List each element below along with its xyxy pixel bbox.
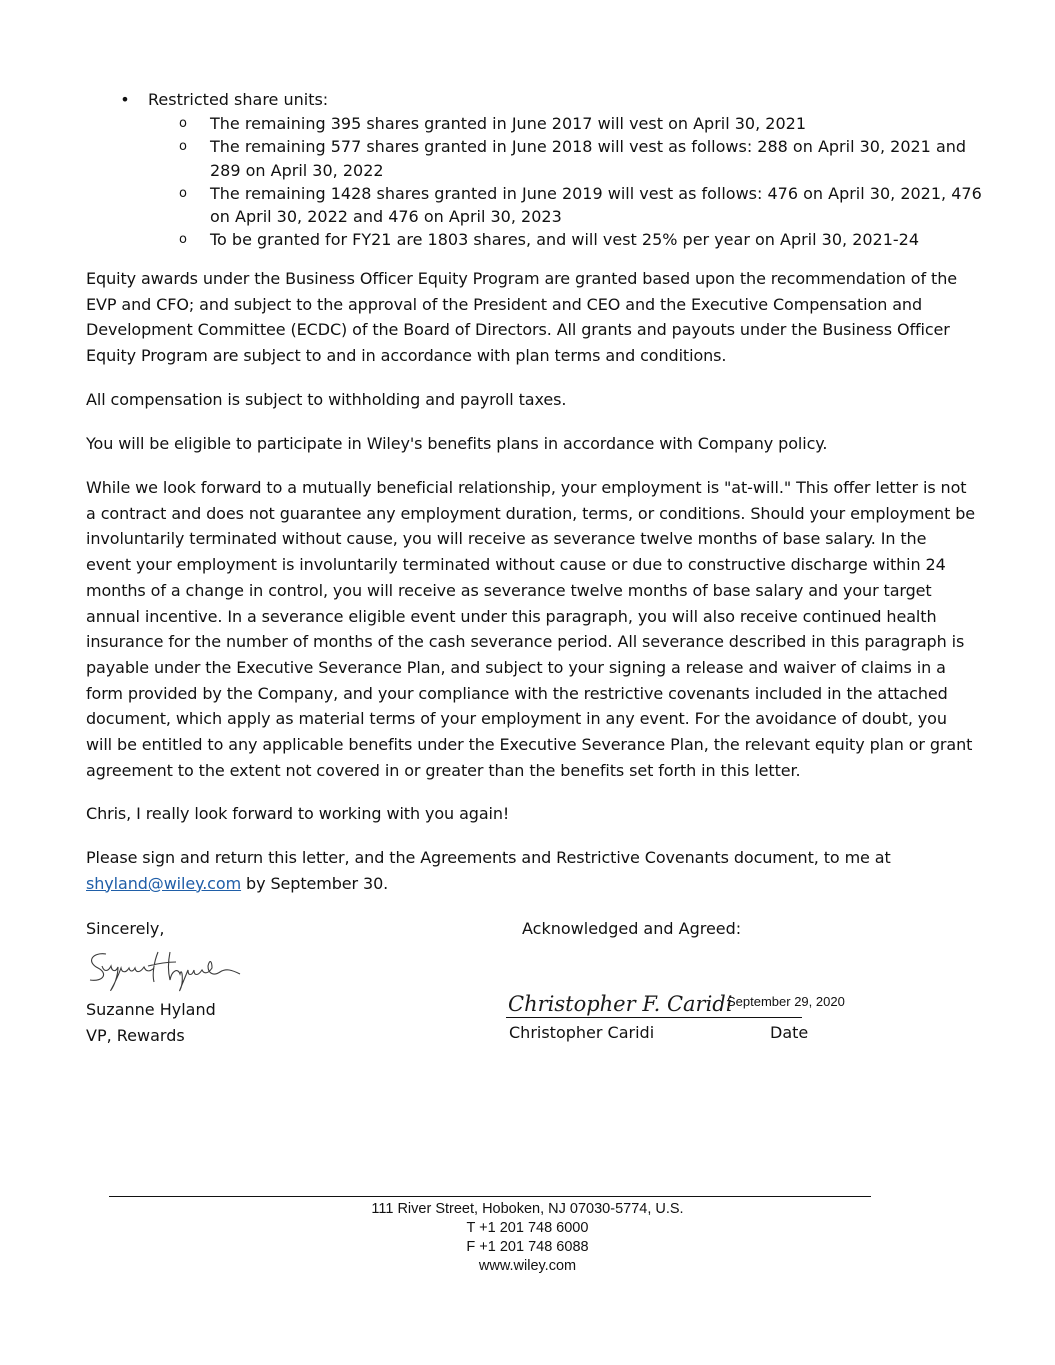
rsu-sub-list: [86, 112, 986, 252]
rsu-item: [86, 112, 990, 135]
rsu-item: [86, 182, 990, 229]
sincerely-label: Sincerely,: [86, 919, 165, 938]
rsu-item: [86, 228, 990, 251]
circle-bullet-icon: o: [179, 139, 187, 155]
sender-signature: [84, 946, 244, 996]
signed-date: September 29, 2020: [727, 994, 845, 1009]
date-label: Date: [770, 1023, 809, 1042]
rsu-item-text: The remaining 395 shares granted in June 2017 will vest on April 30, 2021: [210, 114, 806, 133]
footer-address: 111 River Street, Hoboken, NJ 07030-5774, U.S.: [371, 1201, 684, 1217]
rsu-item-text: To be granted for FY21 are 1803 shares, and will vest 25% per year on April 30, 2021-24: [210, 230, 920, 250]
benefits-paragraph: You will be eligible to participate in Wiley's benefits plans in accordance with Company policy.: [86, 434, 828, 453]
return-deadline: by September 30.: [241, 873, 389, 893]
rsu-item: [86, 135, 990, 182]
sender-title: VP, Rewards: [86, 1025, 185, 1045]
rsu-item-text: The remaining 1428 shares granted in June 2019 will vest as follows: 476 on April 30, 2021, 476 on April 30, 2022 and 476 on April 30, 2023: [210, 183, 982, 227]
bullet-dot-icon: •: [120, 90, 130, 109]
footer-divider: [109, 1196, 871, 1197]
return-paragraph: [86, 845, 976, 896]
sender-block: [86, 997, 216, 1048]
closing-paragraph: Chris, I really look forward to working with you again!: [86, 804, 510, 823]
rsu-item-text: The remaining 577 shares granted in June 2018 will vest as follows: 288 on April 30, 2021 and 289 on April 30, 2022: [210, 137, 967, 180]
circle-bullet-icon: o: [179, 232, 187, 248]
circle-bullet-icon: o: [179, 185, 187, 201]
rsu-section: [86, 88, 986, 252]
circle-bullet-icon: o: [179, 116, 187, 131]
signature-line: [506, 1017, 802, 1018]
equity-paragraph: Equity awards under the Business Officer Equity Program are granted based upon the recommendation of the EVP and CFO; and subject to the approval of the President and CEO and the Executive Compensation and Development Committee (ECDC) of the Board of Directors. All grants and payouts under the Business Officer Equity Program are subject to and in accordance with plan terms and conditions.: [86, 269, 957, 366]
recipient-name: Christopher Caridi: [509, 1023, 655, 1042]
footer-website: www.wiley.com: [478, 1258, 577, 1274]
sender-name: Suzanne Hyland: [86, 1000, 216, 1019]
at-will-paragraph: While we look forward to a mutually beneficial relationship, your employment is "at-will." This offer letter is not a contract and does not guarantee any employment duration, terms, or conditions. Should your employment be involuntarily terminated without cause, you will receive as severance twelve months of base salary. In the event your employment is involuntarily terminated without cause or due to constructive discharge within 24 months of a change in control, you will receive as severance twelve months of base salary and your target annual incentive. In a severance eligible event under this paragraph, you will also receive continued health insurance for the number of months of the cash severance period. All severance described in this paragraph is payable under the Executive Severance Plan, and subject to your signing a release and waiver of claims in a form provided by the Company, and your compliance with the restrictive covenants included in the attached document, which apply as material terms of your employment in any event. For the avoidance of doubt, you will be entitled to any applicable benefits under the Executive Severance Plan, the relevant equity plan or grant agreement to the extent not covered in or greater than the benefits set forth in this letter.: [86, 478, 976, 780]
recipient-signature-text: Christopher F. Caridi: [508, 992, 733, 1016]
footer: [300, 1200, 755, 1276]
taxes-paragraph: All compensation is subject to withholding and payroll taxes.: [86, 390, 567, 409]
acknowledged-label: Acknowledged and Agreed:: [522, 919, 742, 938]
email-link[interactable]: shyland@wiley.com: [86, 873, 242, 893]
return-text: Please sign and return this letter, and the Agreements and Restrictive Covenants document, to me at: [86, 848, 891, 867]
footer-fax: F +1 201 748 6088: [466, 1239, 589, 1255]
footer-phone: T +1 201 748 6000: [466, 1220, 589, 1236]
rsu-heading: Restricted share units:: [148, 90, 329, 109]
rsu-bullet: [86, 88, 986, 112]
